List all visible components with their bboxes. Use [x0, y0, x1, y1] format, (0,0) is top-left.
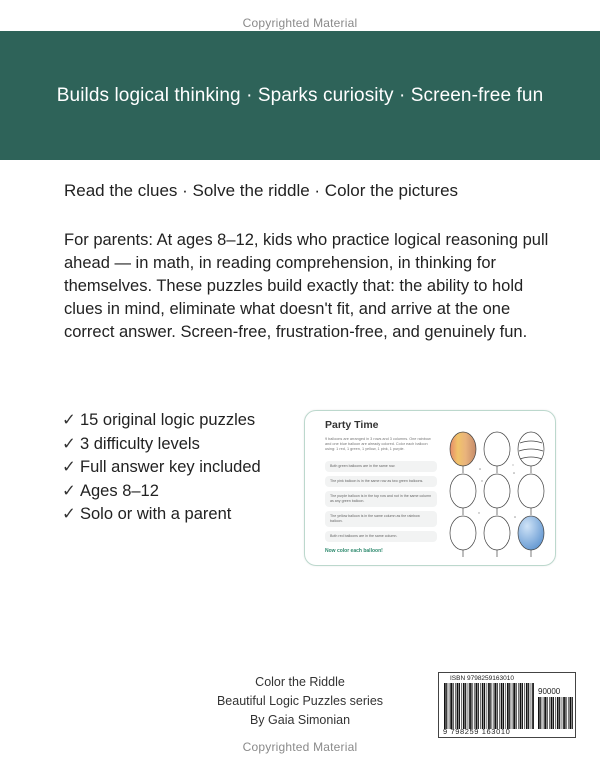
balloon	[484, 474, 510, 508]
barcode-bar	[503, 683, 504, 729]
barcode-bar	[480, 683, 481, 729]
barcode-bar	[463, 683, 465, 729]
barcode-bar	[450, 683, 452, 729]
barcode-bar	[461, 683, 462, 729]
barcode-bar	[476, 683, 478, 729]
isbn-barcode	[438, 672, 576, 738]
barcode-bar	[501, 683, 503, 729]
barcode-bar	[482, 683, 484, 729]
feature-item: ✓ Solo or with a parent	[62, 503, 261, 527]
barcode-bar	[572, 697, 573, 729]
barcode-bar	[544, 697, 546, 729]
balloon	[518, 474, 544, 508]
feature-item: ✓ Full answer key included	[62, 456, 261, 480]
barcode-bar	[524, 683, 525, 729]
balloon	[450, 474, 476, 508]
feature-list	[62, 409, 261, 527]
author-name: By Gaia Simonian	[249, 713, 351, 727]
preview-call-to-action: Now color each balloon!	[325, 548, 383, 554]
subtitle: Read the clues · Solve the riddle · Color the pictures	[64, 181, 459, 200]
checkmark-icon: ✓	[62, 411, 76, 429]
barcode-bar	[490, 683, 491, 729]
barcode-bar	[528, 683, 529, 729]
copyright-watermark-top: Copyrighted Material	[242, 16, 358, 30]
barcode-bar	[516, 683, 517, 729]
barcode-bar	[518, 683, 519, 729]
barcode-bar	[488, 683, 490, 729]
barcode-bar	[531, 683, 532, 729]
barcode-bar	[499, 683, 500, 729]
preview-clue-list	[325, 461, 437, 546]
preview-clue: The yellow balloon is in the same column as the rainbow balloon.	[325, 511, 437, 527]
barcode-bars-main	[443, 683, 535, 729]
balloon	[484, 516, 510, 550]
barcode-bar	[526, 683, 528, 729]
feature-item: ✓ 15 original logic puzzles	[62, 409, 261, 433]
barcode-bar	[540, 697, 541, 729]
feature-item: ✓ 3 difficulty levels	[62, 433, 261, 457]
balloon-grid-illustration	[447, 429, 547, 557]
barcode-bar	[553, 697, 554, 729]
barcode-bar	[468, 683, 469, 729]
book-title: Color the Riddle	[255, 675, 345, 689]
barcode-bar	[484, 683, 485, 729]
barcode-bar	[469, 683, 471, 729]
barcode-bars-addon	[537, 697, 573, 729]
barcode-bar	[538, 697, 540, 729]
barcode-bar	[455, 683, 456, 729]
checkmark-icon: ✓	[62, 458, 76, 476]
price-code: 90000	[538, 687, 561, 696]
barcode-bar	[487, 683, 488, 729]
barcode-bar	[570, 697, 572, 729]
preview-title: Party Time	[325, 419, 379, 431]
barcode-bar	[497, 683, 498, 729]
balloon	[450, 516, 476, 550]
barcode-bar	[507, 683, 509, 729]
preview-description: 9 balloons are arranged in 3 rows and 3 columns. One rainbow and one blue balloon are already colored. Color each balloon using: 1 red, 1 green, 1 yellow, 1 pink, 1 purple.	[325, 437, 431, 451]
barcode-bar	[465, 683, 466, 729]
barcode-bar	[555, 697, 556, 729]
barcode-bar	[568, 697, 569, 729]
barcode-bar	[551, 697, 553, 729]
parents-intro: For parents: At ages 8–12, kids who practice logical reasoning pull ahead — in math, in reading comprehension, in thinking for themselves. These puzzles build exactly that: the ability to hold clues in mind, eliminate what doesn't fit, and arrive at the one correct answer. Screen-free, frustration-free, and genuinely fun.	[64, 231, 549, 341]
barcode-bar	[520, 683, 522, 729]
barcode-bar	[446, 683, 447, 729]
tagline-banner	[0, 31, 600, 160]
series-info	[190, 673, 410, 730]
barcode-bar	[512, 683, 513, 729]
banner-text: Builds logical thinking · Sparks curiosity · Screen-free fun	[56, 84, 544, 106]
barcode-bar	[478, 683, 479, 729]
barcode-digits: 9 798259 163010	[443, 727, 511, 736]
feature-item: ✓ Ages 8–12	[62, 480, 261, 504]
barcode-bar	[532, 683, 534, 729]
checkmark-icon: ✓	[62, 481, 76, 500]
isbn-label: ISBN 9798259163010	[450, 675, 514, 682]
barcode-bar	[543, 697, 544, 729]
checkmark-icon: ✓	[62, 434, 76, 453]
barcode-bar	[459, 683, 460, 729]
barcode-bar	[559, 697, 560, 729]
balloon-rainbow	[450, 432, 476, 466]
barcode-bar	[513, 683, 515, 729]
preview-clue: The pink balloon is in the same row as two green balloons.	[325, 476, 437, 487]
barcode-bar	[505, 683, 506, 729]
series-name: Beautiful Logic Puzzles series	[216, 694, 384, 708]
barcode-bar	[509, 683, 510, 729]
barcode-bar	[493, 683, 494, 729]
barcode-bar	[449, 683, 450, 729]
barcode-bar	[562, 697, 563, 729]
barcode-bar	[547, 697, 548, 729]
balloon	[484, 432, 510, 466]
barcode-bar	[453, 683, 454, 729]
barcode-bar	[457, 683, 459, 729]
barcode-bar	[557, 697, 559, 729]
barcode-bar	[444, 683, 446, 729]
copyright-watermark-bottom: Copyrighted Material	[242, 740, 358, 754]
puzzle-preview-card	[304, 410, 556, 566]
barcode-bar	[522, 683, 523, 729]
barcode-bar	[563, 697, 565, 729]
barcode-bar	[471, 683, 472, 729]
barcode-bar	[474, 683, 475, 729]
preview-clue: The purple balloon is in the top row and not in the same column as any green balloon.	[325, 491, 437, 507]
preview-clue: Both green balloons are in the same row.	[325, 461, 437, 472]
preview-clue: Both red balloons are in the same column.	[325, 531, 437, 542]
barcode-bar	[494, 683, 496, 729]
balloon-blue	[518, 516, 544, 550]
barcode-bar	[549, 697, 550, 729]
checkmark-icon: ✓	[62, 505, 76, 523]
barcode-bar	[565, 697, 566, 729]
